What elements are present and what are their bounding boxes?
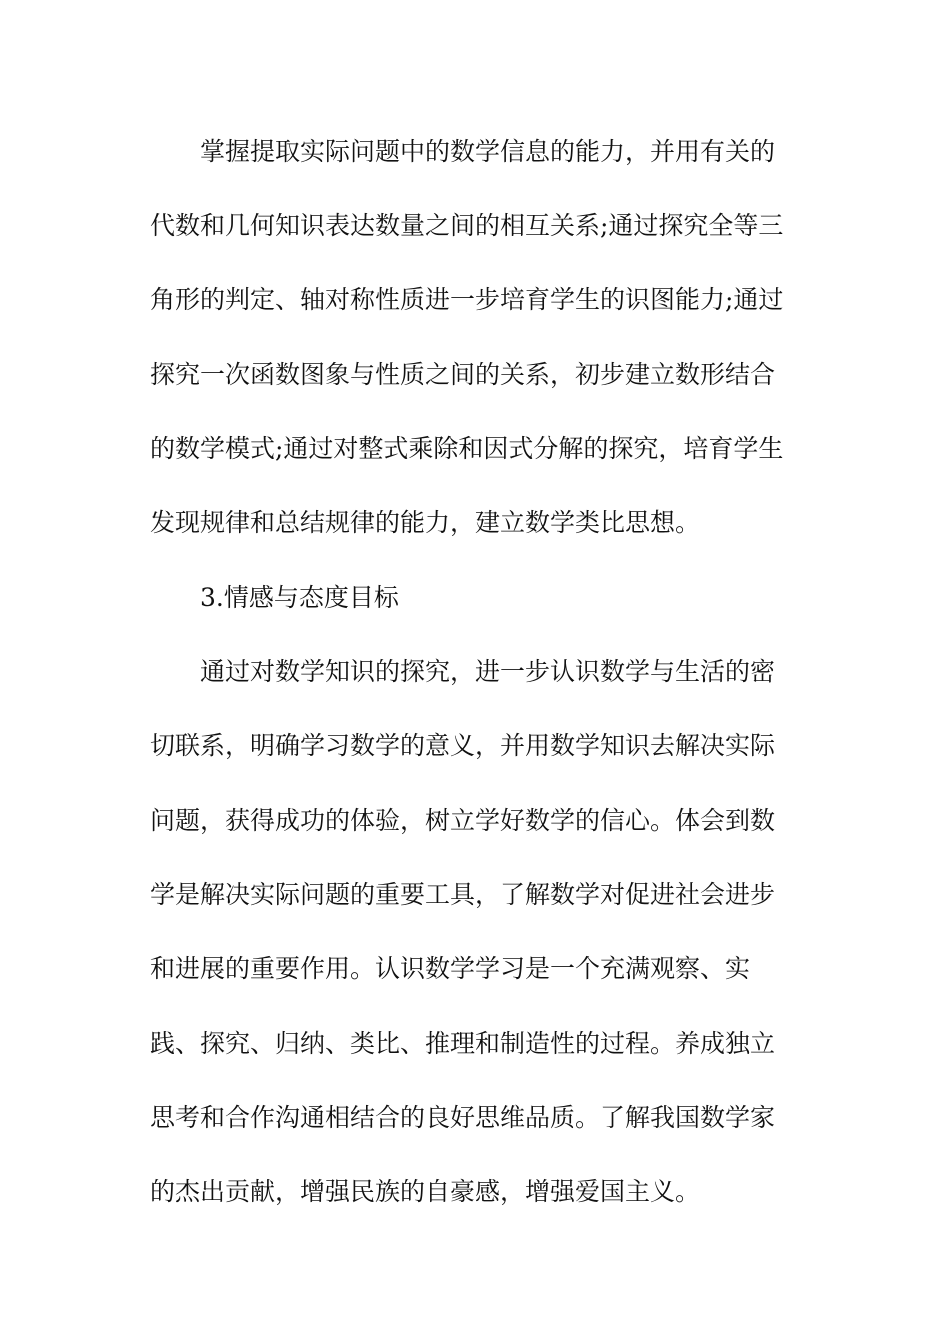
paragraph-1-line-5: 的数学模式;通过对整式乘除和因式分解的探究，培育学生 xyxy=(150,434,784,463)
paragraph-2-line-6: 践、探究、归纳、类比、推理和制造性的过程。养成独立 xyxy=(150,1029,776,1058)
paragraph-2-line-7: 思考和合作沟通相结合的良好思维品质。了解我国数学家 xyxy=(150,1103,776,1132)
paragraph-1-line-1: 掌握提取实际问题中的数学信息的能力，并用有关的 xyxy=(200,137,776,166)
paragraph-2-line-8: 的杰出贡献，增强民族的自豪感，增强爱国主义。 xyxy=(150,1177,701,1206)
section-heading: 3.情感与态度目标 xyxy=(200,583,399,612)
paragraph-1-line-2: 代数和几何知识表达数量之间的相互关系;通过探究全等三 xyxy=(150,211,784,240)
paragraph-2-line-3: 问题，获得成功的体验，树立学好数学的信心。体会到数 xyxy=(150,806,776,835)
paragraph-2-line-1: 通过对数学知识的探究，进一步认识数学与生活的密 xyxy=(200,657,776,686)
paragraph-2-line-2: 切联系，明确学习数学的意义，并用数学知识去解决实际 xyxy=(150,731,776,760)
paragraph-1-line-4: 探究一次函数图象与性质之间的关系，初步建立数形结合 xyxy=(150,360,776,389)
paragraph-1-line-6: 发现规律和总结规律的能力，建立数学类比思想。 xyxy=(150,508,701,537)
paragraph-1-line-3: 角形的判定、轴对称性质进一步培育学生的识图能力;通过 xyxy=(150,285,784,314)
paragraph-2-line-5: 和进展的重要作用。认识数学学习是一个充满观察、实 xyxy=(150,954,751,983)
paragraph-2-line-4: 学是解决实际问题的重要工具，了解数学对促进社会进步 xyxy=(150,880,776,909)
